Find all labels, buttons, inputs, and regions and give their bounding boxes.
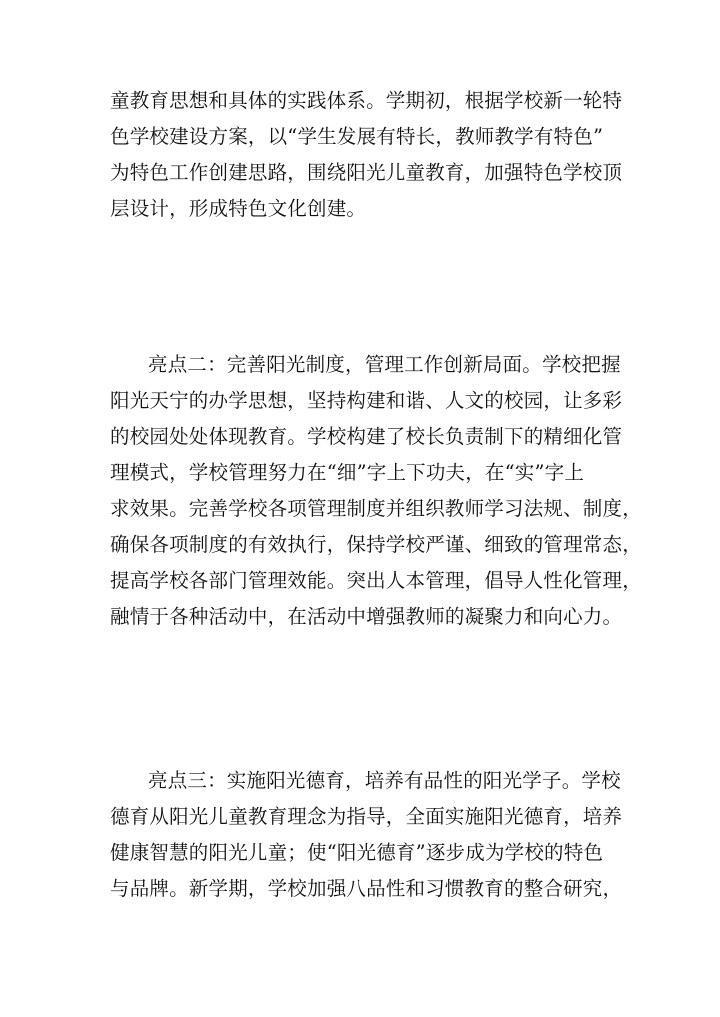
text-line: 融情于各种活动中，在活动中增强教师的凝聚力和向心力。 — [110, 605, 623, 628]
text-line: 确保各项制度的有效执行，保持学校严谨、细致的管理常态， — [110, 533, 642, 556]
text-line: 德育从阳光儿童教育理念为指导，全面实施阳光德育，培养 — [110, 805, 623, 828]
text-line: 亮点二：完善阳光制度，管理工作创新局面。学校把握 — [148, 353, 621, 376]
text-line: 童教育思想和具体的实践体系。学期初，根据学校新一轮特 — [110, 89, 623, 112]
text-line: 亮点三：实施阳光德育，培养有品性的阳光学子。学校 — [148, 769, 621, 792]
text-line: 色学校建设方案，以“学生发展有特长，教师教学有特色” — [110, 125, 604, 148]
text-line: 与品牌。新学期，学校加强八品性和习惯教育的整合研究， — [110, 877, 623, 900]
text-line: 阳光天宁的办学思想，坚持构建和谐、人文的校园，让多彩 — [110, 389, 623, 412]
paragraph-highlight-three — [110, 763, 623, 907]
paragraph-continuation — [110, 83, 623, 227]
text-line: 的校园处处体现教育。学校构建了校长负责制下的精细化管 — [110, 425, 623, 448]
text-line: 为特色工作创建思路，围绕阳光儿童教育，加强特色学校顶 — [110, 161, 623, 184]
text-line: 求效果。完善学校各项管理制度并组织教师学习法规、制度， — [110, 497, 642, 520]
text-line: 提高学校各部门管理效能。突出人本管理，倡导人性化管理， — [110, 569, 642, 592]
text-line: 理模式，学校管理努力在“细”字上下功夫，在“实”字上 — [110, 461, 585, 484]
text-line: 层设计，形成特色文化创建。 — [110, 197, 367, 220]
text-line: 健康智慧的阳光儿童；使“阳光德育”逐步成为学校的特色 — [110, 841, 604, 864]
paragraph-highlight-two — [110, 347, 642, 635]
